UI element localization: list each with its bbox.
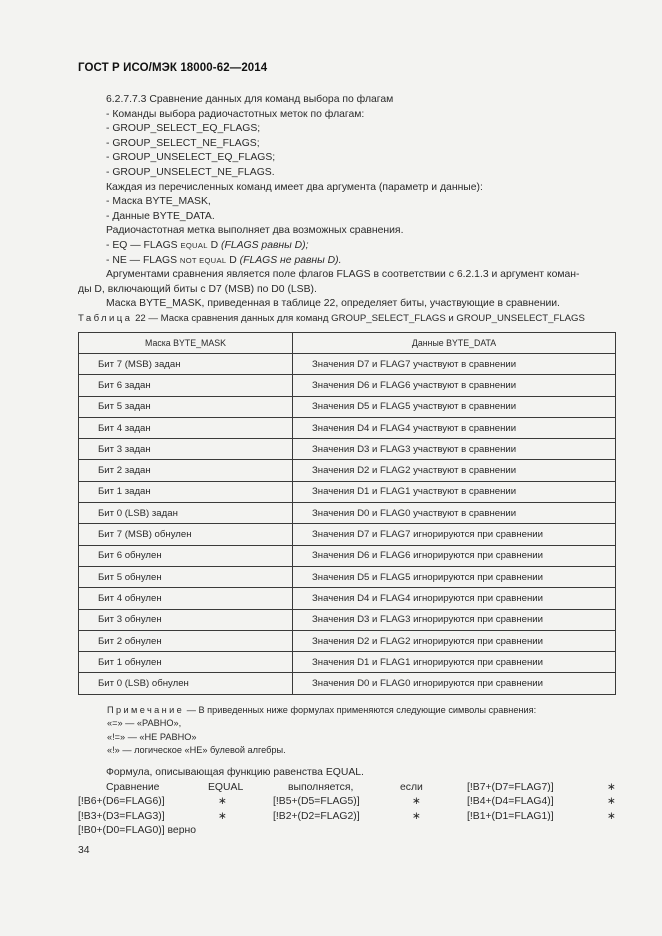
formula-term: выполняется,: [288, 781, 354, 793]
mask-cell: Бит 4 обнулен: [79, 588, 293, 609]
table-caption-label: Таблица: [78, 313, 133, 324]
formula-term: [!B1+(D1=FLAG1)]: [467, 810, 554, 822]
table-body: [79, 354, 616, 695]
mask-cell: Бит 1 обнулен: [79, 652, 293, 673]
data-cell: Значения D6 и FLAG6 игнорируются при сравнении: [293, 545, 616, 566]
arg-item: - Маска BYTE_MASK,: [106, 196, 211, 208]
command-item: - GROUP_UNSELECT_NE_FLAGS.: [106, 166, 275, 178]
table-row: [79, 503, 616, 524]
note-line: [107, 704, 627, 717]
mask-cell: Бит 3 задан: [79, 439, 293, 460]
eq-post: D: [207, 239, 222, 251]
data-cell: Значения D2 и FLAG2 игнорируются при сравнении: [293, 630, 616, 651]
table-caption: [78, 313, 618, 324]
data-cell: Значения D7 и FLAG7 игнорируются при сравнении: [293, 524, 616, 545]
paragraph-mask: Маска BYTE_MASK, приведенная в таблице 22, определяет биты, участвующие в сравнении.: [106, 298, 560, 310]
table-row: [79, 481, 616, 502]
table-row: [79, 460, 616, 481]
eq-pre: - EQ — FLAGS: [106, 239, 181, 251]
note-item: «=» — «РАВНО»,: [107, 718, 182, 729]
table-row: [79, 588, 616, 609]
data-cell: Значения D2 и FLAG2 участвуют в сравнении: [293, 460, 616, 481]
formula-term: [!B0+(D0=FLAG0)] верно: [78, 825, 196, 837]
mask-cell: Бит 6 обнулен: [79, 545, 293, 566]
table-row: [79, 545, 616, 566]
note-item: «!=» — «НЕ РАВНО»: [107, 731, 197, 742]
formula-operator: ∗: [218, 810, 227, 822]
byte-mask-table: [78, 332, 616, 695]
eq-line: [78, 239, 616, 254]
table-row: [79, 375, 616, 396]
formula-row: [78, 810, 618, 825]
data-cell: Значения D4 и FLAG4 игнорируются при сравнении: [293, 588, 616, 609]
page-header: ГОСТ Р ИСО/МЭК 18000-62—2014: [78, 62, 268, 74]
mask-cell: Бит 1 задан: [79, 481, 293, 502]
formula-operator: ∗: [607, 796, 616, 808]
command-item: - GROUP_UNSELECT_EQ_FLAGS;: [106, 152, 276, 164]
column-header-mask: Маска BYTE_MASK: [79, 333, 293, 354]
data-cell: Значения D3 и FLAG3 игнорируются при сравнении: [293, 609, 616, 630]
table-row: [79, 354, 616, 375]
mask-cell: Бит 4 задан: [79, 417, 293, 438]
formula-operator: ∗: [607, 781, 616, 793]
formula-intro-row: [78, 766, 618, 781]
mask-cell: Бит 5 задан: [79, 396, 293, 417]
mask-cell: Бит 6 задан: [79, 375, 293, 396]
table-row: [79, 566, 616, 587]
formula-operator: ∗: [412, 796, 421, 808]
table-row: [79, 630, 616, 651]
formula-row: [78, 795, 618, 810]
ne-note: (FLAGS не равны D).: [239, 254, 342, 266]
formula-term: [!B4+(D4=FLAG4)]: [467, 796, 554, 808]
data-cell: Значения D6 и FLAG6 участвуют в сравнении: [293, 375, 616, 396]
data-cell: Значения D1 и FLAG1 участвуют в сравнении: [293, 481, 616, 502]
table-row: [79, 652, 616, 673]
formula-operator: ∗: [412, 810, 421, 822]
formula-term: [!B3+(D3=FLAG3)]: [78, 810, 165, 822]
data-cell: Значения D5 и FLAG5 участвуют в сравнении: [293, 396, 616, 417]
ne-operator: NOT EQUAL: [179, 255, 227, 265]
mask-cell: Бит 2 задан: [79, 460, 293, 481]
formula-term: EQUAL: [208, 781, 244, 793]
data-cell: Значения D0 и FLAG0 участвуют в сравнении: [293, 503, 616, 524]
formula-term: [!B7+(D7=FLAG7)]: [467, 781, 554, 793]
ne-post: D: [226, 254, 240, 266]
data-cell: Значения D3 и FLAG3 участвуют в сравнении: [293, 439, 616, 460]
formula-term: Сравнение: [106, 781, 160, 793]
table-row: [79, 396, 616, 417]
mask-cell: Бит 2 обнулен: [79, 630, 293, 651]
formula-intro: Формула, описывающая функцию равенства EQUAL.: [106, 767, 364, 778]
formula-term: [!B6+(D6=FLAG6)]: [78, 796, 165, 808]
table-caption-text: 22 — Маска сравнения данных для команд GROUP_SELECT_FLAGS и GROUP_UNSELECT_FLAGS: [132, 313, 585, 324]
arg-item: - Данные BYTE_DATA.: [106, 210, 215, 222]
paragraph-args-line2: ды D, включающий биты с D7 (MSB) по D0 (LSB).: [78, 283, 317, 295]
compare-intro: Радиочастотная метка выполняет два возможных сравнения.: [106, 225, 404, 237]
table-row: [79, 439, 616, 460]
command-item: - GROUP_SELECT_NE_FLAGS;: [106, 137, 260, 149]
formula-term: [!B2+(D2=FLAG2)]: [273, 810, 360, 822]
eq-operator: EQUAL: [180, 240, 208, 250]
command-item: - GROUP_SELECT_EQ_FLAGS;: [106, 123, 261, 135]
note-text: — В приведенных ниже формулах применяются следующие символы сравнения:: [184, 705, 537, 715]
data-cell: Значения D0 и FLAG0 игнорируются при сравнении: [293, 673, 616, 694]
table-header-row: [79, 333, 616, 354]
column-header-data: Данные BYTE_DATA: [293, 333, 616, 354]
mask-cell: Бит 7 (MSB) обнулен: [79, 524, 293, 545]
table-row: [79, 417, 616, 438]
table-row: [79, 524, 616, 545]
formula-row: [78, 781, 618, 796]
section-heading: 6.2.7.7.3 Сравнение данных для команд выбора по флагам: [106, 94, 394, 105]
commands-intro: - Команды выбора радиочастотных меток по флагам:: [106, 108, 365, 120]
data-cell: Значения D1 и FLAG1 игнорируются при сравнении: [293, 652, 616, 673]
mask-cell: Бит 0 (LSB) обнулен: [79, 673, 293, 694]
formula-term: если: [400, 781, 423, 793]
data-cell: Значения D7 и FLAG7 участвуют в сравнении: [293, 354, 616, 375]
paragraph-args-line1: Аргументами сравнения является поле флагов FLAGS в соответствии с 6.2.1.3 и аргумент коман-: [106, 269, 580, 281]
mask-cell: Бит 0 (LSB) задан: [79, 503, 293, 524]
ne-pre: - NE — FLAGS: [106, 254, 180, 266]
args-intro: Каждая из перечисленных команд имеет два аргумента (параметр и данные):: [106, 181, 483, 193]
mask-cell: Бит 5 обнулен: [79, 566, 293, 587]
data-cell: Значения D5 и FLAG5 игнорируются при сравнении: [293, 566, 616, 587]
formula-operator: ∗: [607, 810, 616, 822]
mask-cell: Бит 3 обнулен: [79, 609, 293, 630]
formula-term: [!B5+(D5=FLAG5)]: [273, 796, 360, 808]
note-block: [107, 704, 627, 758]
page-number: 34: [78, 845, 90, 856]
formula-block: [78, 766, 618, 839]
formula-row: [78, 824, 618, 839]
table-row: [79, 609, 616, 630]
note-label: Примечание: [107, 705, 185, 715]
table-row: [79, 673, 616, 694]
body-text: [78, 93, 616, 312]
data-cell: Значения D4 и FLAG4 участвуют в сравнении: [293, 417, 616, 438]
eq-note: (FLAGS равны D);: [221, 239, 309, 251]
mask-cell: Бит 7 (MSB) задан: [79, 354, 293, 375]
ne-line: [78, 254, 616, 269]
formula-operator: ∗: [218, 796, 227, 808]
note-item: «!» — логическое «НЕ» булевой алгебры.: [107, 745, 286, 756]
